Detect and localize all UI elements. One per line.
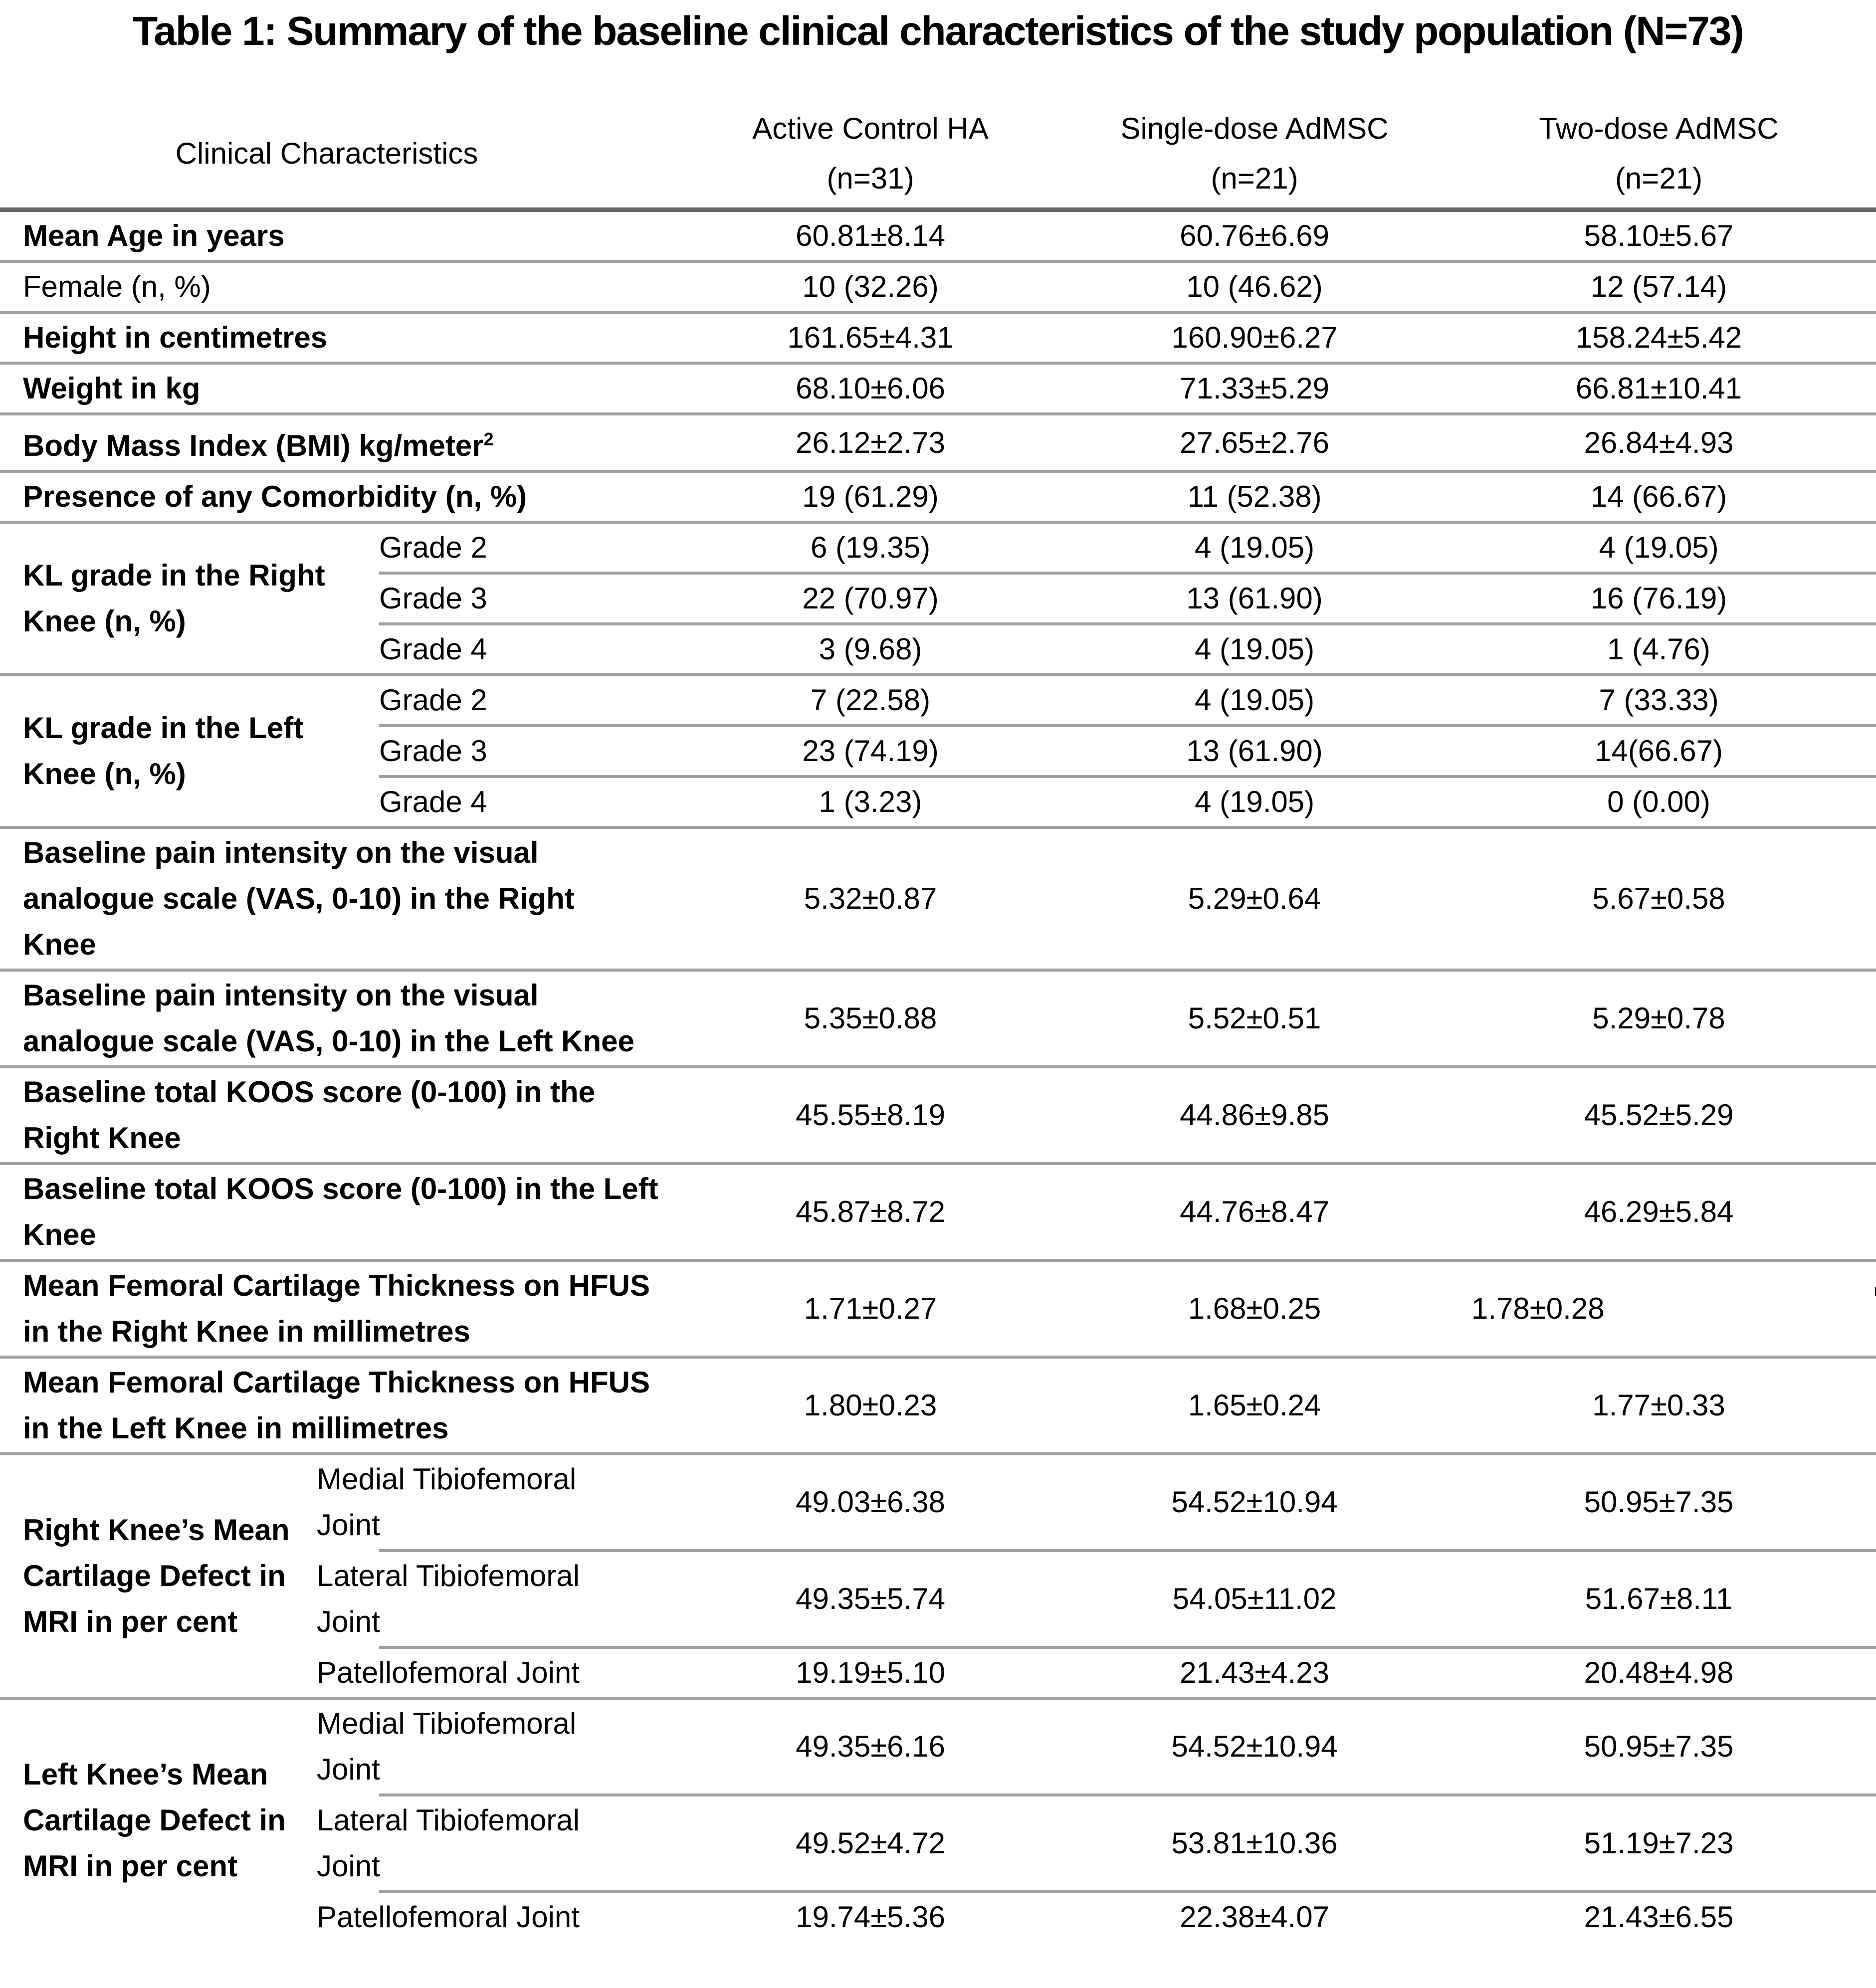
cell-value: 49.35±5.74 bbox=[673, 1551, 1067, 1647]
cell-value: 51.67±8.11 bbox=[1442, 1551, 1876, 1647]
sub-label: Grade 3 bbox=[379, 726, 673, 777]
cell-value: 5.29±0.78 bbox=[1592, 1001, 1725, 1035]
table-row bbox=[0, 210, 1876, 262]
row-label: Baseline total KOOS score (0-100) in the Left Knee bbox=[23, 1172, 658, 1251]
table-row bbox=[0, 1454, 1876, 1551]
cell-value: 45.52±5.29 bbox=[1584, 1098, 1734, 1132]
row-label: Baseline total KOOS score (0-100) in the Right Knee bbox=[23, 1075, 596, 1155]
cell-value: 13 (61.90) bbox=[1067, 726, 1442, 777]
row-label: Weight in kg bbox=[23, 372, 201, 405]
cell-value: 19.74±5.36 bbox=[796, 1900, 945, 1934]
cell-value: 158.24±5.42 bbox=[1575, 321, 1742, 354]
table-row bbox=[0, 1357, 1876, 1454]
cell-value: 10 (46.62) bbox=[1186, 270, 1323, 303]
table-row bbox=[0, 312, 1876, 363]
cell-value: 23 (74.19) bbox=[673, 726, 1067, 777]
cell-value: 44.76±8.47 bbox=[1180, 1195, 1329, 1228]
cell-value: 54.52±10.94 bbox=[1067, 1698, 1442, 1795]
cell-value: 14 (66.67) bbox=[1590, 480, 1727, 513]
table-row bbox=[0, 471, 1876, 522]
header-active-control: Active Control HA (n=31) bbox=[752, 112, 989, 195]
cell-value: 1 (4.76) bbox=[1607, 632, 1710, 666]
cell-value: 49.35±6.16 bbox=[673, 1698, 1067, 1795]
cell-value: 4 (19.05) bbox=[1067, 675, 1442, 726]
cell-value: 3 (9.68) bbox=[819, 632, 922, 666]
cell-value: 1.65±0.24 bbox=[1188, 1389, 1321, 1422]
sub-label: Patellofemoral Joint bbox=[317, 1900, 580, 1934]
table-row bbox=[0, 1164, 1876, 1260]
cell-value: 0 (0.00) bbox=[1607, 785, 1710, 818]
sub-label: Grade 4 bbox=[379, 785, 487, 818]
cell-value: 5.32±0.87 bbox=[804, 882, 937, 915]
cell-value: 10 (32.26) bbox=[802, 270, 939, 303]
cell-value: 19 (61.29) bbox=[802, 480, 939, 513]
cell-value: 16 (76.19) bbox=[1442, 573, 1876, 624]
table-row bbox=[0, 414, 1876, 471]
cell-value: 22 (70.97) bbox=[673, 573, 1067, 624]
row-label: Presence of any Comorbidity (n, %) bbox=[23, 480, 527, 513]
header-characteristics: Clinical Characteristics bbox=[175, 137, 478, 170]
cell-value: 45.87±8.72 bbox=[796, 1195, 945, 1228]
sub-label: Lateral Tibiofemoral Joint bbox=[317, 1551, 611, 1647]
cell-value: 44.86±9.85 bbox=[1180, 1098, 1329, 1132]
sub-label: Medial Tibiofemoral Joint bbox=[317, 1698, 611, 1795]
cell-value: 1.77±0.33 bbox=[1592, 1389, 1725, 1422]
cell-value: 22.38±4.07 bbox=[1180, 1900, 1329, 1934]
group-label: KL grade in the Right Knee (n, %) bbox=[0, 522, 379, 675]
cell-value: 26.12±2.73 bbox=[796, 425, 945, 459]
cell-value: 60.76±6.69 bbox=[1180, 219, 1329, 252]
cell-value: 49.03±6.38 bbox=[673, 1454, 1067, 1551]
cell-value: 7 (22.58) bbox=[673, 675, 1067, 726]
cell-value: 71.33±5.29 bbox=[1180, 372, 1329, 405]
cell-value: 66.81±10.41 bbox=[1575, 372, 1742, 405]
sub-label: Lateral Tibiofemoral Joint bbox=[317, 1795, 611, 1892]
row-label: Baseline pain intensity on the visual analogue scale (VAS, 0-10) in the Right Knee bbox=[23, 836, 575, 961]
group-label: Left Knee’s Mean Cartilage Defect in MRI in per cent bbox=[23, 1758, 286, 1883]
cell-value: 5.35±0.88 bbox=[804, 1001, 937, 1035]
cell-value: 21.43±4.23 bbox=[1180, 1656, 1329, 1689]
cell-value: 4 (19.05) bbox=[1194, 785, 1315, 818]
cell-value: 4 (19.05) bbox=[1194, 632, 1315, 666]
table-row bbox=[0, 522, 1876, 573]
cell-value: 27.65±2.76 bbox=[1180, 425, 1329, 459]
table-row bbox=[0, 1698, 1876, 1795]
cell-value: 5.29±0.64 bbox=[1188, 882, 1321, 915]
cell-value: 49.52±4.72 bbox=[673, 1795, 1067, 1892]
cell-value: 5.52±0.51 bbox=[1188, 1001, 1321, 1035]
sub-label: Grade 4 bbox=[379, 632, 487, 666]
cell-value: 161.65±4.31 bbox=[787, 321, 954, 354]
header-two-dose: Two-dose AdMSC (n=21) bbox=[1539, 112, 1779, 195]
group-label: Right Knee’s Mean Cartilage Defect in MRI in per cent bbox=[0, 1454, 379, 1698]
sub-label: Grade 3 bbox=[379, 573, 673, 624]
header-row bbox=[0, 100, 1876, 210]
table-title: Table 1: Summary of the baseline clinical characteristics of the study population (N=73) bbox=[133, 8, 1743, 54]
table-row bbox=[0, 1260, 1876, 1357]
row-label: Female (n, %) bbox=[23, 270, 211, 303]
cell-value: 46.29±5.84 bbox=[1584, 1195, 1734, 1228]
table-row bbox=[0, 675, 1876, 726]
sub-label: Patellofemoral Joint bbox=[317, 1656, 580, 1689]
cell-value: 54.52±10.94 bbox=[1067, 1454, 1442, 1551]
cell-value: 68.10±6.06 bbox=[796, 372, 945, 405]
row-label: Height in centimetres bbox=[23, 321, 328, 354]
table-row bbox=[0, 363, 1876, 414]
cell-value: 6 (19.35) bbox=[673, 522, 1067, 573]
group-label: KL grade in the Left Knee (n, %) bbox=[0, 675, 379, 827]
cell-value: 160.90±6.27 bbox=[1171, 321, 1338, 354]
cell-value: 1.71±0.27 bbox=[804, 1292, 937, 1325]
cell-value: 60.81±8.14 bbox=[796, 219, 945, 252]
cell-value: 26.84±4.93 bbox=[1584, 425, 1734, 459]
cell-value: 1 (3.23) bbox=[819, 785, 922, 818]
cell-value: 50.95±7.35 bbox=[1442, 1698, 1876, 1795]
table-row bbox=[0, 261, 1876, 312]
sub-label: Grade 2 bbox=[379, 522, 673, 573]
cell-value: 7 (33.33) bbox=[1442, 675, 1876, 726]
row-label: Mean Age in years bbox=[23, 219, 285, 252]
cell-value: 21.43±6.55 bbox=[1584, 1900, 1734, 1934]
header-single-dose: Single-dose AdMSC (n=21) bbox=[1120, 112, 1389, 195]
cell-value: 4 (19.05) bbox=[1442, 522, 1876, 573]
baseline-characteristics-table bbox=[0, 100, 1876, 1941]
cell-value: 12 (57.14) bbox=[1590, 270, 1727, 303]
cell-value: 14(66.67) bbox=[1442, 726, 1876, 777]
cell-value: 1.78±0.28 bbox=[1471, 1292, 1605, 1325]
row-label: Baseline pain intensity on the visual analogue scale (VAS, 0-10) in the Left Knee bbox=[23, 979, 634, 1058]
table-row bbox=[0, 1067, 1876, 1164]
row-label: Body Mass Index (BMI) kg/meter$^2$ bbox=[23, 429, 494, 462]
cell-value: 5.67±0.58 bbox=[1592, 882, 1725, 915]
cell-value: 11 (52.38) bbox=[1187, 480, 1322, 513]
cell-value: 54.05±11.02 bbox=[1067, 1551, 1442, 1647]
cell-value: 51.19±7.23 bbox=[1442, 1795, 1876, 1892]
cell-value: 45.55±8.19 bbox=[796, 1098, 945, 1132]
sub-label: Medial Tibiofemoral Joint bbox=[317, 1454, 611, 1551]
cell-value: 53.81±10.36 bbox=[1067, 1795, 1442, 1892]
cell-value: 50.95±7.35 bbox=[1442, 1454, 1876, 1551]
cell-value: 4 (19.05) bbox=[1067, 522, 1442, 573]
table-row bbox=[0, 827, 1876, 970]
cell-value: 1.68±0.25 bbox=[1188, 1292, 1321, 1325]
cell-value: 1.80±0.23 bbox=[804, 1389, 937, 1422]
row-label: Mean Femoral Cartilage Thickness on HFUS in the Left Knee in millimetres bbox=[23, 1366, 650, 1445]
table-row bbox=[0, 970, 1876, 1067]
cell-value: 58.10±5.67 bbox=[1584, 219, 1734, 252]
cell-value: 20.48±4.98 bbox=[1584, 1656, 1734, 1689]
cell-value: 13 (61.90) bbox=[1067, 573, 1442, 624]
sub-label: Grade 2 bbox=[379, 675, 673, 726]
row-label: Mean Femoral Cartilage Thickness on HFUS in the Right Knee in millimetres bbox=[23, 1269, 650, 1348]
cell-value: 19.19±5.10 bbox=[796, 1656, 945, 1689]
